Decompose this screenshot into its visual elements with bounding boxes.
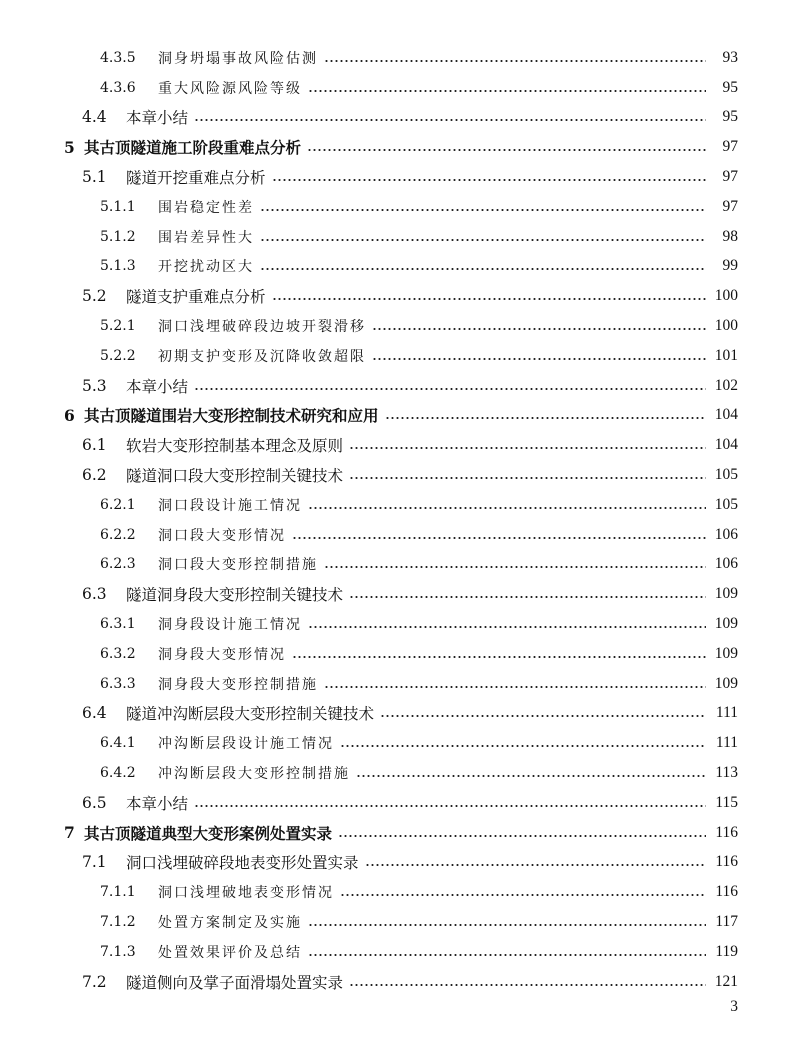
toc-entry bbox=[0, 550, 790, 580]
toc-entry-page: 100 bbox=[714, 317, 738, 335]
toc-entry-number: 6.4.2 bbox=[100, 765, 136, 782]
toc-entry-page: 106 bbox=[714, 555, 738, 573]
toc-leader-dots bbox=[272, 298, 706, 300]
toc-entry-page: 100 bbox=[714, 287, 738, 305]
toc-entry-title: 开挖扰动区大 bbox=[158, 259, 254, 276]
toc-entry-page: 105 bbox=[714, 466, 738, 484]
toc-leader-dots bbox=[260, 209, 706, 211]
toc-entry-title: 隧道支护重难点分析 bbox=[126, 288, 266, 307]
toc-entry-number: 5.1.1 bbox=[100, 198, 136, 215]
toc-entry-title: 处置效果评价及总结 bbox=[158, 944, 302, 961]
toc-entry-page: 109 bbox=[714, 585, 738, 603]
toc-entry bbox=[0, 788, 790, 818]
toc-leader-dots bbox=[308, 924, 706, 926]
toc-entry-page: 97 bbox=[722, 197, 738, 215]
toc-entry-page: 104 bbox=[714, 406, 738, 424]
toc-leader-dots bbox=[292, 656, 706, 658]
toc-entry-page: 117 bbox=[715, 913, 738, 930]
toc-leader-dots bbox=[340, 894, 706, 896]
toc-entry-title: 围岩稳定性差 bbox=[158, 199, 254, 216]
toc-leader-dots bbox=[372, 358, 706, 360]
toc-leader-dots bbox=[372, 328, 706, 330]
toc-entry bbox=[0, 103, 790, 133]
toc-entry-page: 121 bbox=[714, 972, 738, 990]
toc-entry-number: 4.3.6 bbox=[100, 79, 136, 96]
toc-entry bbox=[0, 222, 790, 252]
toc-entry-number: 5.2 bbox=[82, 287, 107, 306]
toc-entry bbox=[0, 907, 790, 937]
toc-entry-number: 5.2.2 bbox=[100, 347, 136, 364]
toc-entry-page: 109 bbox=[714, 674, 738, 692]
toc-leader-dots bbox=[380, 715, 706, 717]
toc-entry-number: 6.2.1 bbox=[100, 496, 136, 513]
toc-entry-number: 7 bbox=[64, 823, 75, 843]
toc-entry-number: 6.5 bbox=[82, 793, 107, 812]
toc-entry-page: 116 bbox=[715, 823, 738, 841]
toc-entry bbox=[0, 73, 790, 103]
toc-entry-title: 隧道洞身段大变形控制关键技术 bbox=[126, 586, 344, 605]
toc-entry-page: 109 bbox=[714, 644, 738, 662]
toc-entry-number: 5.1.2 bbox=[100, 228, 136, 245]
toc-entry bbox=[0, 401, 790, 431]
toc-entry-title: 冲沟断层段设计施工情况 bbox=[158, 736, 334, 753]
toc-leader-dots bbox=[349, 447, 706, 449]
toc-entry-page: 116 bbox=[715, 853, 738, 871]
toc-entry bbox=[0, 520, 790, 550]
toc-entry-title: 隧道冲沟断层段大变形控制关键技术 bbox=[126, 705, 375, 724]
toc-entry-title: 隧道侧向及掌子面滑塌处置实录 bbox=[126, 973, 344, 992]
toc-leader-dots bbox=[338, 835, 706, 837]
toc-entry-title: 洞口段设计施工情况 bbox=[158, 497, 302, 514]
toc-entry-number: 6.3.1 bbox=[100, 616, 136, 633]
toc-leader-dots bbox=[349, 596, 706, 598]
toc-entry-title: 洞身段大变形控制措施 bbox=[158, 676, 318, 693]
toc-entry-title: 洞口浅埋破碎段边坡开裂滑移 bbox=[158, 319, 366, 336]
toc-entry-page: 111 bbox=[715, 734, 738, 752]
toc-entry bbox=[0, 430, 790, 460]
toc-entry-title: 围岩差异性大 bbox=[158, 229, 254, 246]
toc-entry-title: 洞身段设计施工情况 bbox=[158, 617, 302, 634]
toc-entry-page: 95 bbox=[722, 78, 738, 96]
toc-entry bbox=[0, 967, 790, 997]
toc-leader-dots bbox=[385, 417, 706, 419]
toc-leader-dots bbox=[356, 775, 706, 777]
toc-entry bbox=[0, 848, 790, 878]
toc-entry-number: 5.2.1 bbox=[100, 318, 136, 335]
toc-entry-number: 6.3.2 bbox=[100, 645, 136, 662]
toc-leader-dots bbox=[349, 477, 706, 479]
toc-entry bbox=[0, 311, 790, 341]
toc-entry bbox=[0, 579, 790, 609]
toc-entry-page: 105 bbox=[714, 495, 738, 513]
toc-entry bbox=[0, 937, 790, 967]
toc-entry bbox=[0, 341, 790, 371]
toc-entry-number: 7.1 bbox=[82, 853, 107, 872]
toc-entry-title: 重大风险源风险等级 bbox=[158, 80, 302, 97]
toc-entry-number: 6.1 bbox=[82, 436, 107, 455]
toc-entry bbox=[0, 669, 790, 699]
toc-entry-page: 113 bbox=[715, 764, 738, 782]
toc-entry bbox=[0, 728, 790, 758]
toc-entry bbox=[0, 877, 790, 907]
toc-entry-page: 97 bbox=[722, 138, 738, 156]
toc-entry bbox=[0, 132, 790, 162]
toc-leader-dots bbox=[349, 984, 706, 986]
toc-entry-title: 洞身坍塌事故风险估测 bbox=[158, 50, 318, 67]
toc-entry-title: 冲沟断层段大变形控制措施 bbox=[158, 766, 350, 783]
toc-entry-title: 隧道洞口段大变形控制关键技术 bbox=[126, 467, 344, 486]
toc-entry-page: 119 bbox=[715, 942, 738, 960]
toc-entry-title: 洞口段大变形情况 bbox=[158, 527, 286, 544]
toc-leader-dots bbox=[324, 686, 706, 688]
toc-entry-page: 102 bbox=[714, 376, 738, 394]
toc-entry-page: 101 bbox=[714, 346, 738, 364]
toc-entry-number: 5.1 bbox=[82, 168, 107, 187]
table-of-contents bbox=[0, 43, 790, 997]
toc-entry-title: 其古顶隧道施工阶段重难点分析 bbox=[84, 138, 302, 158]
toc-entry bbox=[0, 818, 790, 848]
toc-entry-number: 6.2.3 bbox=[100, 556, 136, 573]
toc-entry-title: 洞口浅埋破碎段地表变形处置实录 bbox=[126, 854, 359, 873]
toc-leader-dots bbox=[272, 179, 706, 181]
toc-entry-number: 5.1.3 bbox=[100, 258, 136, 275]
toc-entry bbox=[0, 490, 790, 520]
toc-entry-number: 6.2.2 bbox=[100, 526, 136, 543]
toc-leader-dots bbox=[194, 119, 706, 121]
toc-entry-page: 104 bbox=[714, 436, 738, 454]
toc-leader-dots bbox=[324, 566, 706, 568]
toc-entry bbox=[0, 460, 790, 490]
toc-entry-title: 隧道开挖重难点分析 bbox=[126, 169, 266, 188]
toc-leader-dots bbox=[260, 239, 706, 241]
toc-leader-dots bbox=[308, 507, 706, 509]
toc-entry bbox=[0, 371, 790, 401]
toc-entry-number: 7.2 bbox=[82, 972, 107, 991]
toc-entry-page: 109 bbox=[714, 615, 738, 633]
toc-entry-title: 初期支护变形及沉降收敛超限 bbox=[158, 348, 366, 365]
toc-entry bbox=[0, 43, 790, 73]
toc-entry-number: 4.4 bbox=[82, 108, 107, 127]
toc-entry-title: 本章小结 bbox=[126, 109, 189, 128]
toc-entry-page: 98 bbox=[722, 227, 738, 245]
toc-leader-dots bbox=[194, 388, 706, 390]
toc-entry-number: 6.3 bbox=[82, 585, 107, 604]
toc-entry-number: 5 bbox=[64, 137, 75, 157]
toc-leader-dots bbox=[260, 268, 706, 270]
toc-entry-page: 97 bbox=[722, 168, 738, 186]
toc-entry-number: 7.1.3 bbox=[100, 943, 136, 960]
toc-entry bbox=[0, 162, 790, 192]
toc-entry-number: 6 bbox=[64, 405, 75, 425]
toc-leader-dots bbox=[194, 805, 706, 807]
toc-entry-number: 6.4.1 bbox=[100, 735, 136, 752]
toc-entry-number: 6.4 bbox=[82, 704, 107, 723]
toc-entry bbox=[0, 281, 790, 311]
toc-entry bbox=[0, 639, 790, 669]
toc-entry-page: 99 bbox=[722, 257, 738, 275]
toc-entry-page: 95 bbox=[722, 108, 738, 126]
toc-entry-number: 4.3.5 bbox=[100, 49, 136, 66]
toc-entry-number: 6.2 bbox=[82, 466, 107, 485]
toc-leader-dots bbox=[340, 745, 706, 747]
toc-entry-page: 93 bbox=[722, 48, 738, 66]
toc-entry-title: 软岩大变形控制基本理念及原则 bbox=[126, 437, 344, 456]
toc-entry-title: 本章小结 bbox=[126, 794, 189, 813]
toc-entry-title: 本章小结 bbox=[126, 377, 189, 396]
toc-entry-number: 7.1.1 bbox=[100, 884, 136, 901]
toc-entry-number: 5.3 bbox=[82, 376, 107, 395]
toc-entry bbox=[0, 758, 790, 788]
page-number: 3 bbox=[730, 998, 738, 1015]
toc-entry bbox=[0, 609, 790, 639]
toc-entry-page: 111 bbox=[715, 704, 738, 722]
toc-entry-page: 106 bbox=[714, 525, 738, 543]
toc-entry-page: 116 bbox=[715, 883, 738, 901]
toc-leader-dots bbox=[365, 864, 706, 866]
toc-entry bbox=[0, 252, 790, 282]
toc-leader-dots bbox=[292, 537, 706, 539]
toc-entry-page: 115 bbox=[715, 793, 738, 811]
toc-leader-dots bbox=[308, 954, 706, 956]
toc-entry-title: 处置方案制定及实施 bbox=[158, 915, 302, 931]
toc-entry bbox=[0, 699, 790, 729]
toc-entry-title: 其古顶隧道围岩大变形控制技术研究和应用 bbox=[84, 406, 379, 426]
toc-entry-title: 洞口浅埋破地表变形情况 bbox=[158, 885, 334, 902]
toc-entry-title: 洞口段大变形控制措施 bbox=[158, 557, 318, 574]
toc-leader-dots bbox=[308, 626, 706, 628]
toc-leader-dots bbox=[324, 60, 706, 62]
toc-entry bbox=[0, 192, 790, 222]
toc-entry-number: 6.3.3 bbox=[100, 675, 136, 692]
toc-leader-dots bbox=[307, 149, 706, 151]
toc-entry-number: 7.1.2 bbox=[100, 914, 136, 930]
toc-entry-title: 其古顶隧道典型大变形案例处置实录 bbox=[84, 823, 333, 843]
toc-leader-dots bbox=[308, 90, 706, 92]
toc-entry-title: 洞身段大变形情况 bbox=[158, 646, 286, 663]
